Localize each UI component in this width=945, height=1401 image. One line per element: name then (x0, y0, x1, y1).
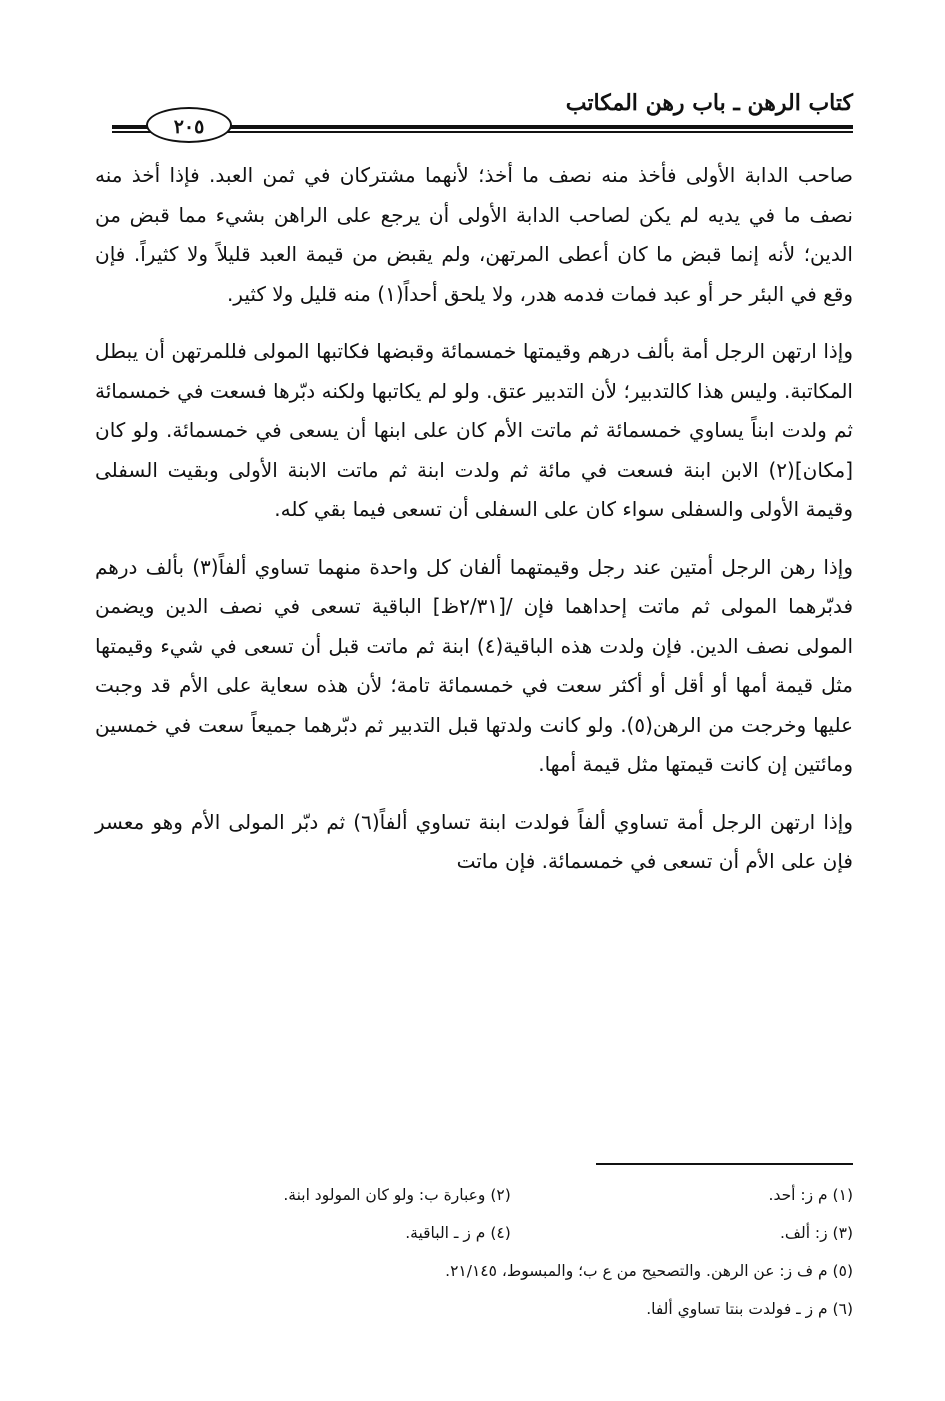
footnote-row (140, 1252, 853, 1290)
body-text (95, 156, 853, 882)
footnote-rule (596, 1163, 853, 1165)
footnotes (140, 1176, 853, 1328)
footnote-6: (٦) م ز ـ فولدت بنتا تساوي ألفا. (646, 1300, 853, 1318)
footnote-3: (٣) ز: ألف. (780, 1224, 853, 1242)
footnote-2: (٢) وعبارة ب: ولو كان المولود ابنة. (283, 1186, 511, 1204)
footnote-row (140, 1290, 853, 1328)
footnote-5: (٥) م ف ز: عن الرهن. والتصحيح من ع ب؛ والمبسوط، ٢١/١٤٥. (445, 1262, 853, 1280)
paragraph-1: صاحب الدابة الأولى فأخذ منه نصف ما أخذ؛ لأنهما مشتركان في ثمن العبد. فإذا أخذ منه نصف ما في يديه لم يكن لصاحب الدابة الأولى أن يرجع على الراهن بشيء مما قبض من الدين؛ لأنه إنما قبض ما كان أعطى المرتهن، ولم يقبض من قيمة العبد قليلاً ولا كثيراً. فإن وقع في البئر حر أو عبد فمات فدمه هدر، ولا يلحق أحداً(١) منه قليل ولا كثير. (95, 163, 853, 306)
running-title: كتاب الرهن ـ باب رهن المكاتب (565, 90, 853, 116)
footnote-row (140, 1176, 853, 1214)
footnote-4: (٤) م ز ـ الباقية. (405, 1224, 511, 1242)
footnote-1: (١) م ز: أحد. (768, 1186, 853, 1204)
paragraph-2: وإذا ارتهن الرجل أمة بألف درهم وقيمتها خمسمائة وقبضها فكاتبها المولى فللمرتهن أن يبطل المكاتبة. وليس هذا كالتدبير؛ لأن التدبير عتق. ولو لم يكاتبها ولكنه دبّرها فسعت في خمسمائة ثم ولدت ابناً يساوي خمسمائة ثم ماتت الأم كان على ابنها أن يسعى في خمسمائة. ولو كان [مكان](٢) الابن ابنة فسعت في مائة ثم ولدت ابنة ثم ماتت الابنة الأولى وبقيت السفلى وقيمة الأولى والسفلى سواء كان على السفلى أن تسعى فيما بقي كله. (95, 339, 853, 521)
paragraph-4: وإذا ارتهن الرجل أمة تساوي ألفاً فولدت ابنة تساوي ألفاً(٦) ثم دبّر المولى الأم وهو معسر فإن على الأم أن تسعى في خمسمائة. فإن ماتت (95, 809, 853, 873)
paragraph-3: وإذا رهن الرجل أمتين عند رجل وقيمتهما ألفان كل واحدة منهما تساوي ألفاً(٣) بألف درهم فدبّرهما المولى ثم ماتت إحداهما فإن /[٢/٣١ظ] الباقية تسعى في نصف الدين ويضمن المولى نصف الدين. فإن ولدت هذه الباقية(٤) ابنة ثم ماتت قبل أن تسعى في شيء وقيمتها مثل قيمة أمها أو أقل أو أكثر سعت في خمسمائة تامة؛ لأن هذه سعاية على الأم قد وجبت عليها وخرجت من الرهن(٥). ولو كانت ولدتها قبل التدبير ثم دبّرهما جميعاً سعت في خمسين ومائتين إن كانت قيمتها مثل قيمة أمها. (95, 554, 854, 776)
footnote-row (140, 1214, 853, 1252)
page-number: ٢٠٥ (146, 107, 232, 143)
